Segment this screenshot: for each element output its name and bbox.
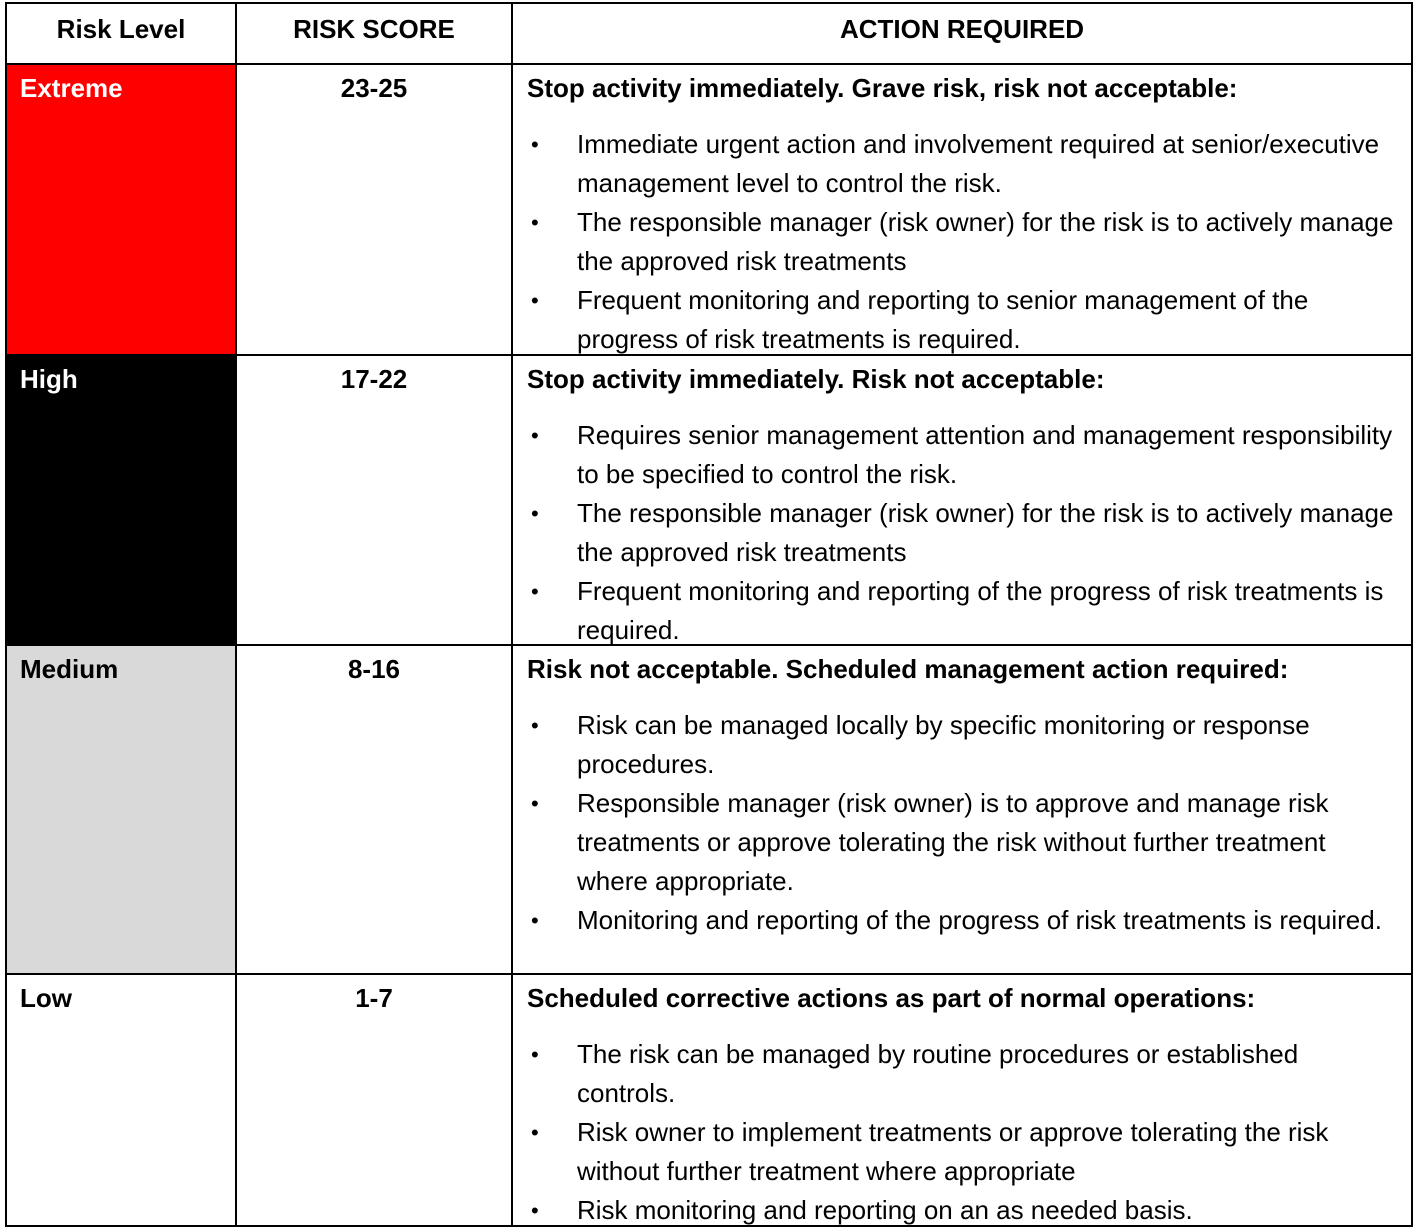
action-bullet-list	[527, 706, 1401, 940]
action-bullet: • Frequent monitoring and reporting to senior management of the progress of risk treatments is required.	[527, 281, 1401, 354]
bullet-icon: •	[531, 1042, 539, 1067]
bullet-icon: •	[531, 210, 539, 235]
action-bullet: • Monitoring and reporting of the progress of risk treatments is required.	[527, 901, 1401, 940]
action-bullet: • Risk can be managed locally by specific monitoring or response procedures.	[527, 706, 1401, 784]
action-required-cell	[513, 65, 1411, 354]
action-bullet: • The responsible manager (risk owner) for the risk is to actively manage the approved risk treatments	[527, 203, 1401, 281]
risk-score-cell	[237, 356, 513, 644]
bullet-icon: •	[531, 132, 539, 157]
table-row-low	[7, 973, 1411, 1225]
risk-score-value: 1-7	[355, 983, 393, 1013]
action-bullet: • The risk can be managed by routine procedures or established controls.	[527, 1035, 1401, 1113]
table-row-medium	[7, 644, 1411, 973]
action-required-cell	[513, 646, 1411, 973]
action-bullet: • Responsible manager (risk owner) is to approve and manage risk treatments or approve tolerating the risk without further treatment where appropriate.	[527, 784, 1401, 901]
risk-level-cell	[7, 65, 237, 354]
action-bullet: • The responsible manager (risk owner) for the risk is to actively manage the approved risk treatments	[527, 494, 1401, 572]
header-action-required: ACTION REQUIRED	[839, 14, 1085, 44]
action-bullet: • Frequent monitoring and reporting of the progress of risk treatments is required.	[527, 572, 1401, 644]
risk-score-value: 23-25	[340, 73, 408, 103]
action-heading: Stop activity immediately. Risk not acceptable:	[527, 364, 1105, 394]
risk-level-label: High	[20, 364, 78, 394]
bullet-icon: •	[531, 908, 539, 933]
bullet-icon: •	[531, 1120, 539, 1145]
action-bullet: • Risk owner to implement treatments or approve tolerating the risk without further treatment where appropriate	[527, 1113, 1401, 1191]
risk-score-value: 17-22	[340, 364, 408, 394]
risk-score-cell	[237, 975, 513, 1225]
action-bullet: • Immediate urgent action and involvement required at senior/executive management level to control the risk.	[527, 125, 1401, 203]
risk-level-cell	[7, 975, 237, 1225]
action-heading: Risk not acceptable. Scheduled management action required:	[527, 654, 1289, 684]
risk-matrix-table	[5, 2, 1413, 1227]
action-required-cell	[513, 356, 1411, 644]
risk-level-label: Low	[20, 983, 72, 1013]
action-heading: Scheduled corrective actions as part of normal operations:	[527, 983, 1256, 1013]
action-bullet: • Requires senior management attention and management responsibility to be specified to control the risk.	[527, 416, 1401, 494]
bullet-icon: •	[531, 791, 539, 816]
action-heading: Stop activity immediately. Grave risk, risk not acceptable:	[527, 73, 1238, 103]
table-row-extreme	[7, 63, 1411, 354]
bullet-icon: •	[531, 501, 539, 526]
bullet-icon: •	[531, 713, 539, 738]
header-risk-score: RISK SCORE	[237, 4, 513, 63]
header-risk-level: Risk Level	[7, 4, 237, 63]
action-bullet-list	[527, 416, 1401, 644]
risk-level-cell	[7, 356, 237, 644]
bullet-icon: •	[531, 288, 539, 313]
action-required-cell	[513, 975, 1411, 1225]
risk-score-cell	[237, 65, 513, 354]
action-bullet-list	[527, 125, 1401, 354]
bullet-icon: •	[531, 1198, 539, 1223]
risk-level-label: Medium	[20, 654, 119, 684]
table-row-high	[7, 354, 1411, 644]
bullet-icon: •	[531, 579, 539, 604]
action-bullet: • Risk monitoring and reporting on an as needed basis.	[527, 1191, 1401, 1225]
action-bullet-list	[527, 1035, 1401, 1225]
bullet-icon: •	[531, 423, 539, 448]
risk-score-value: 8-16	[347, 654, 401, 684]
risk-score-cell	[237, 646, 513, 973]
table-header-row	[7, 4, 1411, 63]
risk-level-label: Extreme	[20, 73, 123, 103]
risk-level-cell	[7, 646, 237, 973]
